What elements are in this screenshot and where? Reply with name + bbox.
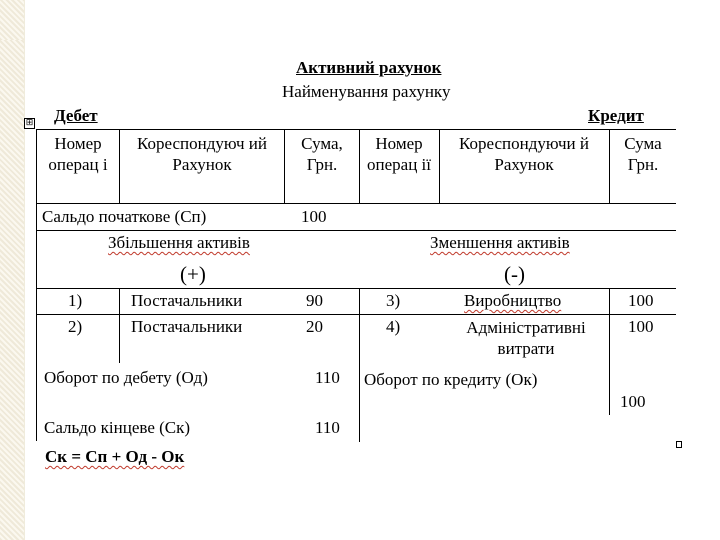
center-divider-rows <box>359 288 360 442</box>
closing-balance-label: Сальдо кінцеве (Ск) <box>44 418 191 437</box>
header-op-num-debit: Номер операц і <box>48 134 108 174</box>
credit-label: Кредит <box>588 106 644 125</box>
balance-formula <box>45 447 184 467</box>
row1-op-credit: 3) <box>386 291 401 310</box>
header-corr-account-credit: Кореспондуючи й Рахунок <box>459 134 589 174</box>
opening-balance-bottom-border <box>36 230 676 231</box>
credit-turnover-label: Оборот по кредиту (Ок) <box>364 370 538 389</box>
row2-sum-credit: 100 <box>628 317 654 336</box>
row1-op-debit: 1) <box>68 291 83 310</box>
row2-account-credit: Адміністративні витрати <box>466 318 586 358</box>
debit-turnover-label: Оборот по дебету (Од) <box>44 368 208 387</box>
left-border <box>36 129 37 441</box>
credit-turnover-value: 100 <box>620 392 646 411</box>
header-bottom-border <box>36 203 676 204</box>
row1-sum-credit: 100 <box>628 291 654 310</box>
increase-sign: (+) <box>180 262 206 286</box>
row1-account-credit-text: Виробництво <box>464 291 562 310</box>
debit-turnover-value: 110 <box>315 368 340 387</box>
header-sum-debit: Сума, Грн. <box>301 134 343 174</box>
col-divider-1 <box>119 129 120 203</box>
account-name-label: Найменування рахунку <box>282 82 451 101</box>
decrease-label <box>430 233 570 253</box>
decorative-corner <box>0 0 24 40</box>
table-resize-handle[interactable] <box>676 441 682 448</box>
increase-label-text: Збільшення активів <box>108 233 250 252</box>
row1-account-debit: Постачальники <box>131 291 243 310</box>
center-divider-header <box>359 129 360 203</box>
col-divider-5 <box>609 129 610 203</box>
row2-op-credit: 4) <box>386 317 401 336</box>
header-corr-account-debit: Кореспондуюч ий Рахунок <box>137 134 267 174</box>
decrease-sign: (-) <box>504 262 525 286</box>
header-op-num-credit: Номер операц ії <box>367 134 431 174</box>
col-divider-5-rows <box>609 288 610 415</box>
row2-account-debit: Постачальники <box>131 317 243 336</box>
closing-balance-value: 110 <box>315 418 340 437</box>
col-divider-4 <box>439 129 440 203</box>
row1-sum-debit: 90 <box>306 291 323 310</box>
row1-account-credit <box>464 291 561 311</box>
table-expand-icon[interactable]: ⊞ <box>25 118 34 128</box>
debit-label: Дебет <box>54 106 98 125</box>
section-bottom-border <box>36 288 676 289</box>
row2-op-debit: 2) <box>68 317 83 336</box>
opening-balance-label: Сальдо початкове (Сп) <box>42 207 207 226</box>
opening-balance-value: 100 <box>301 207 327 226</box>
col-divider-2 <box>284 129 285 203</box>
row1-bottom-border <box>36 314 676 315</box>
col-divider-1-rows <box>119 288 120 363</box>
table-top-border <box>36 129 676 130</box>
slide-title: Активний рахунок <box>296 58 442 77</box>
balance-formula-text: Ск = Сп + Од - Ок <box>45 447 185 466</box>
row2-sum-debit: 20 <box>306 317 323 336</box>
increase-label <box>108 233 250 253</box>
decrease-label-text: Зменшення активів <box>430 233 570 252</box>
header-sum-credit: Сума Грн. <box>624 134 662 174</box>
